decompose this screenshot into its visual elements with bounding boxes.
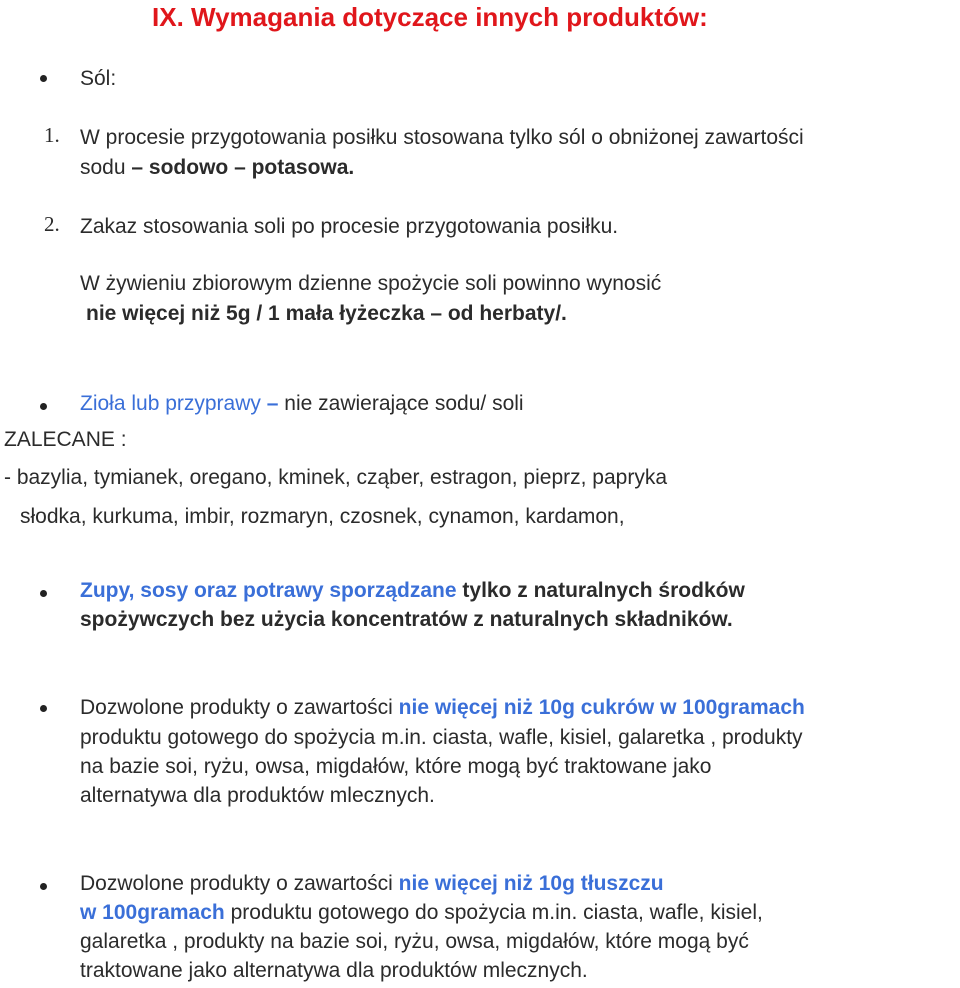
sugar-line-4: alternatywa dla produktów mlecznych. xyxy=(80,784,435,807)
salt-item-1-line-1: W procesie przygotowania posiłku stosowana tylko sól o obniżonej zawartości xyxy=(80,126,804,149)
salt-limit: nie więcej niż 5g / 1 mała łyżeczka – od herbaty/. xyxy=(86,302,567,325)
soups-line-1 xyxy=(80,576,745,606)
salt-item-1-line-2 xyxy=(80,153,354,183)
fat-intro: Dozwolone produkty o zawartości xyxy=(80,872,393,895)
fat-limit: nie więcej niż 10g tłuszczu xyxy=(398,872,664,895)
herbs-list-line-2: słodka, kurkuma, imbir, rozmaryn, czosnek, cynamon, kardamon, xyxy=(20,505,625,528)
bullet-icon xyxy=(40,403,47,410)
recommended-label: ZALECANE : xyxy=(4,428,127,451)
soups-heading: Zupy, sosy oraz potrawy sporządzane xyxy=(80,579,457,602)
salt-item-1-emphasis: – sodowo – potasowa. xyxy=(131,156,355,179)
herbs-heading-main: Zioła lub przyprawy xyxy=(80,392,261,415)
fat-line-2 xyxy=(80,898,763,928)
soups-text: tylko z naturalnych środków xyxy=(462,579,745,602)
salt-note: W żywieniu zbiorowym dzienne spożycie soli powinno wynosić xyxy=(80,272,662,295)
bullet-icon xyxy=(40,75,47,82)
sugar-line-3: na bazie soi, ryżu, owsa, migdałów, które mogą być traktowane jako xyxy=(80,755,712,778)
sugar-line-2: produktu gotowego do spożycia m.in. ciasta, wafle, kisiel, galaretka , produkty xyxy=(80,726,803,749)
herbs-heading-dash: – xyxy=(266,392,279,415)
herbs-heading xyxy=(80,389,524,419)
salt-item-1-text: sodu xyxy=(80,156,126,179)
salt-heading: Sól: xyxy=(80,67,117,90)
bullet-icon xyxy=(40,590,47,597)
section-title: IX. Wymagania dotyczące innych produktów: xyxy=(152,2,708,32)
sugar-line-1 xyxy=(80,693,805,723)
bullet-icon xyxy=(40,705,47,712)
sugar-intro: Dozwolone produkty o zawartości xyxy=(80,696,393,719)
salt-item-2: Zakaz stosowania soli po procesie przygotowania posiłku. xyxy=(80,215,619,238)
list-number-1: 1. xyxy=(44,123,60,147)
fat-limit-unit: w 100gramach xyxy=(80,901,225,924)
soups-line-2: spożywczych bez użycia koncentratów z naturalnych składników. xyxy=(80,608,733,631)
bullet-icon xyxy=(40,883,47,890)
fat-line-4: traktowane jako alternatywa dla produktów mlecznych. xyxy=(80,959,588,982)
herbs-list-line-1: - bazylia, tymianek, oregano, kminek, cząber, estragon, pieprz, papryka xyxy=(4,466,667,489)
fat-line-1 xyxy=(80,869,664,899)
list-number-2: 2. xyxy=(44,212,60,236)
sugar-limit: nie więcej niż 10g cukrów w 100gramach xyxy=(398,696,805,719)
fat-line-3: galaretka , produkty na bazie soi, ryżu, owsa, migdałów, które mogą być xyxy=(80,930,749,953)
herbs-heading-rest: nie zawierające sodu/ soli xyxy=(284,392,524,415)
fat-text: produktu gotowego do spożycia m.in. ciasta, wafle, kisiel, xyxy=(230,901,763,924)
